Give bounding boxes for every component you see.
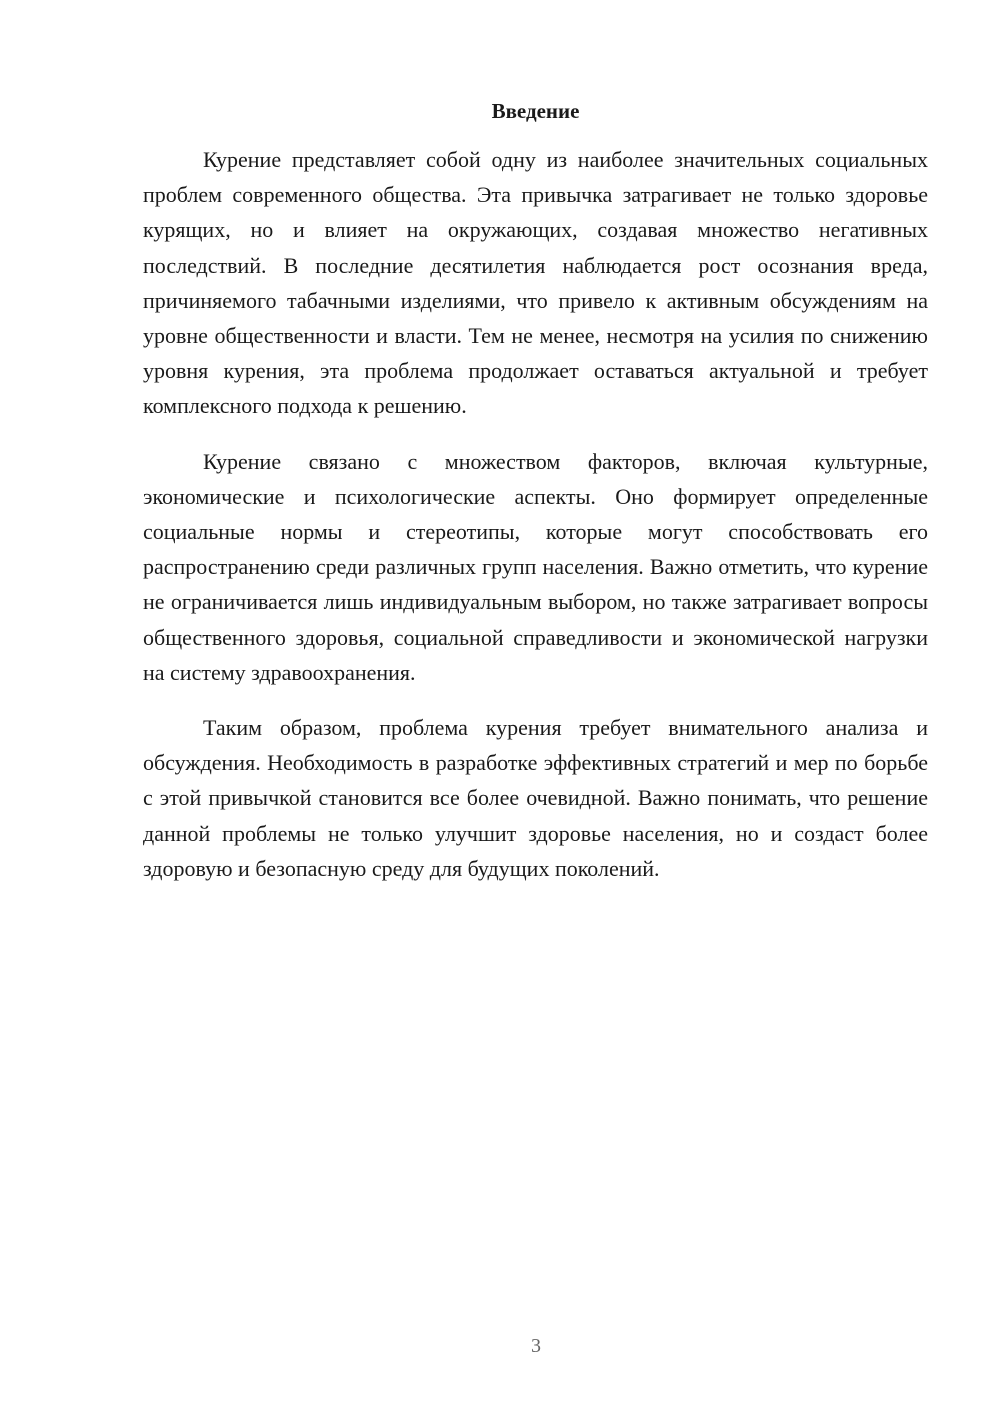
page-number: 3 <box>531 1335 541 1357</box>
paragraph-2: Курение связано с множеством факторов, включая культурные, экономические и психологические аспекты. Оно формирует определенные социальные нормы и стереотипы, которые могут способствовать его распространению среди различных групп населения. Важно отметить, что курение не ограничивается лишь индивидуальным выбором, но также затрагивает вопросы общественного здоровья, социальной справедливости и экономической нагрузки на систему здравоохранения. <box>143 448 928 685</box>
paragraph-3: Таким образом, проблема курения требует внимательного анализа и обсуждения. Необходимость в разработке эффективных стратегий и мер по борьбе с этой привычкой становится все более очевидной. Важно понимать, что решение данной проблемы не только улучшит здоровье населения, но и создаст более здоровую и безопасную среду для будущих поколений. <box>143 715 928 881</box>
paragraph-1: Курение представляет собой одну из наиболее значительных социальных проблем современного общества. Эта привычка затрагивает не только здоровье курящих, но и влияет на окружающих, создавая множество негативных последствий. В последние десятилетия наблюдается рост осознания вреда, причиняемого табачными изделиями, что привело к активным обсуждениям на уровне общественности и власти. Тем не менее, несмотря на усилия по снижению уровня курения, эта проблема продолжает оставаться актуальной и требует комплексного подхода к решению. <box>143 147 928 419</box>
page-title: Введение <box>491 99 580 123</box>
document-body <box>143 142 928 906</box>
